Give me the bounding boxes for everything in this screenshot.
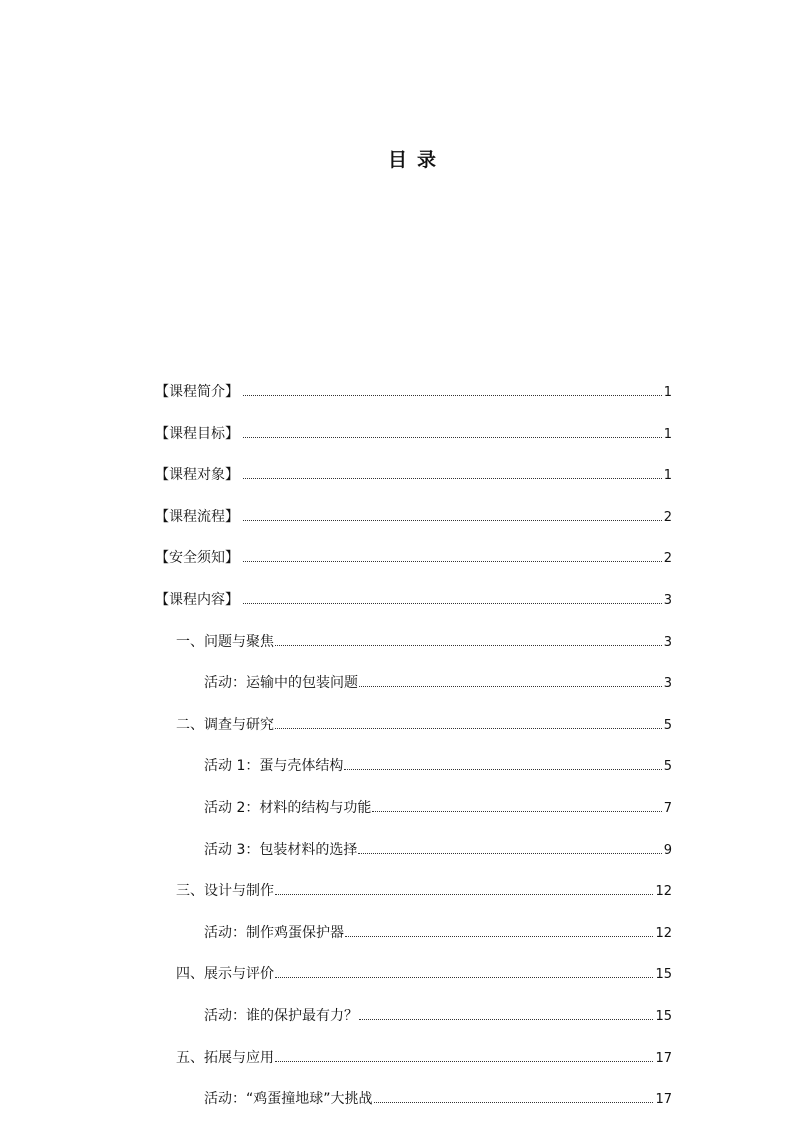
dot-leader [275, 894, 653, 895]
toc-entry-page-number: 15 [655, 967, 672, 982]
toc-entry-course-goals[interactable] [155, 424, 672, 444]
toc-entry-label: 一、问题与聚焦 [176, 634, 274, 650]
toc-entry-label: 【安全须知】 [155, 550, 239, 566]
toc-entry-page-number: 1 [663, 468, 672, 483]
toc-entry-section-4[interactable] [176, 964, 672, 984]
toc-entry-section-2[interactable] [176, 715, 672, 735]
toc-entry-label: 活动 3：包装材料的选择 [204, 842, 358, 858]
toc-entry-activity-4-1[interactable] [204, 1006, 672, 1026]
toc-entry-page-number: 1 [663, 427, 672, 442]
toc-entry-page-number: 9 [663, 843, 672, 858]
toc-entry-label: 【课程流程】 [155, 509, 239, 525]
toc-entry-section-1[interactable] [176, 632, 672, 652]
toc-entry-label: 五、拓展与应用 [176, 1050, 274, 1066]
toc-entry-page-number: 3 [663, 676, 672, 691]
toc-entry-page-number: 5 [663, 759, 672, 774]
toc-entry-label: 【课程内容】 [155, 592, 239, 608]
dot-leader [372, 811, 661, 812]
dot-leader [275, 1061, 653, 1062]
toc-entry-label: 活动：运输中的包装问题 [204, 675, 358, 691]
toc-entry-page-number: 3 [663, 593, 672, 608]
toc-entry-label: 三、设计与制作 [176, 883, 274, 899]
toc-entry-label: 活动：谁的保护最有力？ [204, 1008, 358, 1024]
toc-entry-safety-notes[interactable] [155, 548, 672, 568]
toc-entry-label: 活动：“鸡蛋撞地球”大挑战 [204, 1091, 373, 1107]
dot-leader [374, 1102, 654, 1103]
dot-leader [243, 561, 662, 562]
dot-leader [243, 437, 662, 438]
toc-entry-course-audience[interactable] [155, 465, 672, 485]
toc-entry-label: 二、调查与研究 [176, 717, 274, 733]
dot-leader [359, 1019, 653, 1020]
toc-entry-label: 【课程对象】 [155, 467, 239, 483]
toc-entry-activity-1-1[interactable] [204, 673, 672, 693]
dot-leader [243, 603, 662, 604]
toc-entry-page-number: 17 [655, 1051, 672, 1066]
dot-leader [359, 686, 662, 687]
toc-entry-section-3[interactable] [176, 881, 672, 901]
toc-title: 目录 [387, 149, 446, 171]
dot-leader [243, 520, 662, 521]
toc-entry-page-number: 2 [663, 510, 672, 525]
toc-entry-course-intro[interactable] [155, 382, 672, 402]
toc-entry-page-number: 15 [655, 1009, 672, 1024]
toc-entry-page-number: 5 [663, 718, 672, 733]
toc-entry-page-number: 1 [663, 385, 672, 400]
dot-leader [358, 853, 661, 854]
toc-entry-course-process[interactable] [155, 507, 672, 527]
toc-entry-page-number: 12 [655, 884, 672, 899]
toc-entry-label: 四、展示与评价 [176, 966, 274, 982]
dot-leader [345, 936, 653, 937]
toc-entry-label: 【课程简介】 [155, 384, 239, 400]
toc-entry-label: 活动 2：材料的结构与功能 [204, 800, 372, 816]
toc-entry-section-5[interactable] [176, 1048, 672, 1068]
toc-entry-label: 活动：制作鸡蛋保护器 [204, 925, 344, 941]
toc-entry-label: 活动 1：蛋与壳体结构 [204, 758, 344, 774]
dot-leader [344, 769, 661, 770]
dot-leader [243, 395, 662, 396]
dot-leader [275, 728, 662, 729]
toc-entry-page-number: 12 [655, 926, 672, 941]
toc-entry-label: 【课程目标】 [155, 426, 239, 442]
toc-entry-page-number: 7 [663, 801, 672, 816]
toc-entry-activity-2-2[interactable] [204, 798, 672, 818]
toc-entry-activity-3-1[interactable] [204, 923, 672, 943]
dot-leader [243, 478, 662, 479]
toc-entry-course-content[interactable] [155, 590, 672, 610]
toc-entry-activity-2-1[interactable] [204, 756, 672, 776]
dot-leader [275, 645, 662, 646]
toc-entry-activity-5-1[interactable] [204, 1089, 672, 1109]
dot-leader [275, 977, 653, 978]
toc-entry-page-number: 2 [663, 551, 672, 566]
toc-entry-page-number: 17 [655, 1092, 672, 1107]
toc-entry-page-number: 3 [663, 635, 672, 650]
toc-entry-activity-2-3[interactable] [204, 840, 672, 860]
